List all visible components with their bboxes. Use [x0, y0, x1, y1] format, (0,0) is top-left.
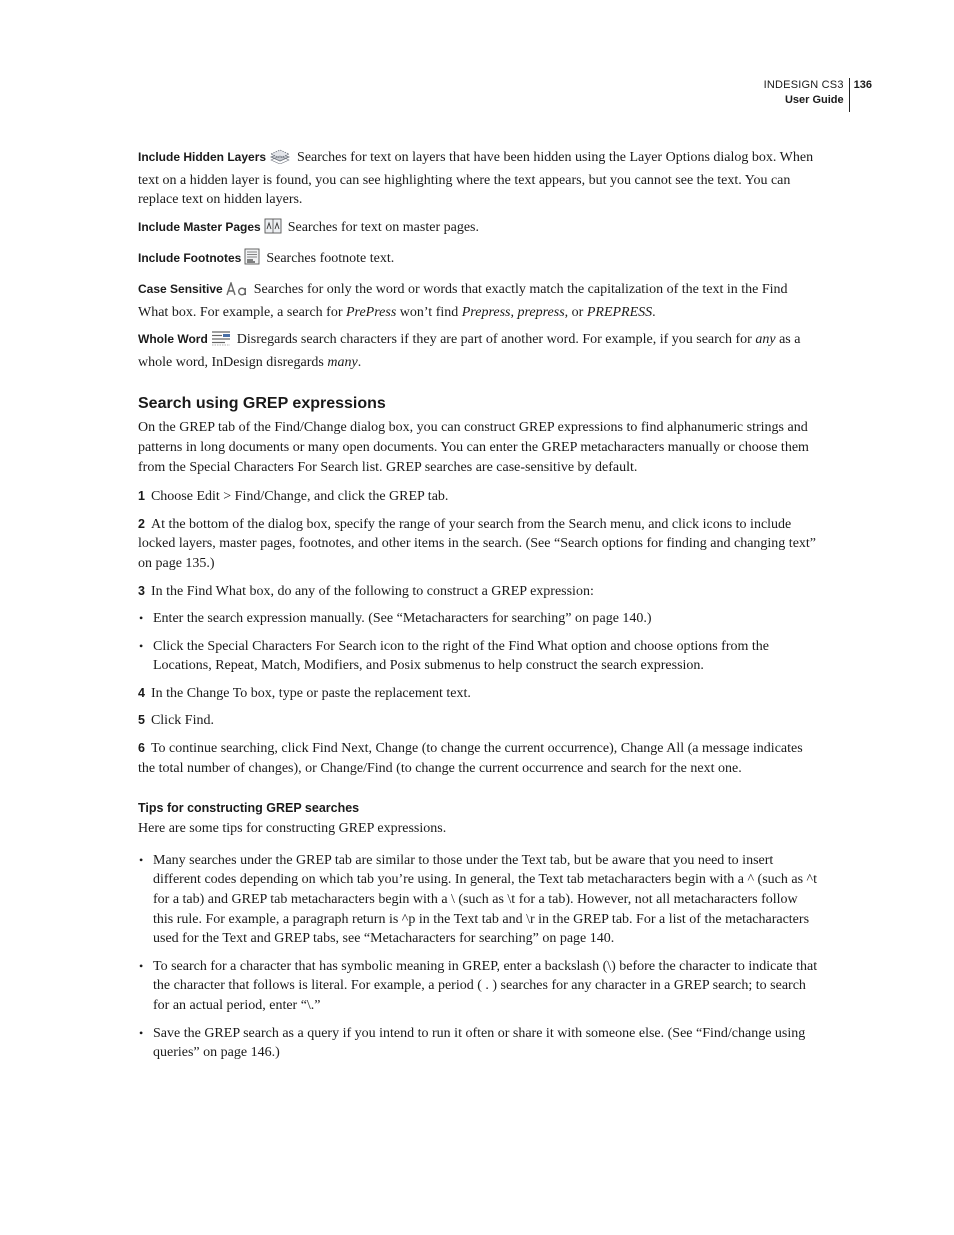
step-text: Choose Edit > Find/Change, and click the GREP tab. — [150, 489, 449, 505]
step-6 — [138, 739, 818, 778]
list-item: • To search for a character that has symbolic meaning in GREP, enter a backslash (\) before the character to indicate that the character that follows is literal. For example, a period ( . ) searches for any character in a GREP search; to search for an actual period, enter “\.” — [138, 957, 818, 1016]
step-text: In the Find What box, do any of the following to construct a GREP expression: — [150, 583, 594, 599]
step-4 — [138, 684, 818, 704]
master-pages-icon — [264, 218, 282, 241]
whole-word-icon — [211, 330, 231, 353]
option-include-footnotes — [138, 248, 818, 272]
step-number: 5 — [138, 713, 145, 728]
subsection-heading: Tips for constructing GREP searches — [138, 801, 360, 816]
option-label: Whole Word — [138, 332, 208, 347]
step-number: 6 — [138, 741, 145, 756]
option-description: Searches for only the word or words that exactly match the capitalization of the text in the Find What box. For example, a search for PrePress won’t find Prepress, prepress, or PREPRESS. — [138, 281, 788, 320]
step-number: 4 — [138, 685, 145, 700]
option-description: Searches for text on master pages. — [287, 219, 479, 235]
step-text: In the Change To box, type or paste the replacement text. — [150, 685, 471, 701]
option-description: Searches for text on layers that have been hidden using the Layer Options dialog box. When text on a hidden layer is found, you can see highlighting where the text appears, but you cannot see the text. You can replace text on hidden layers. — [138, 150, 814, 208]
option-description: Searches footnote text. — [266, 251, 395, 267]
step-text: At the bottom of the dialog box, specify the range of your search from the Search menu, and click icons to include locked layers, master pages, footnotes, and other items in the search. (See “Search options for finding and changing text” on page 135.) — [138, 516, 817, 571]
step-2 — [138, 515, 818, 574]
step-text: Click Find. — [150, 713, 214, 729]
section-heading: Search using GREP expressions — [138, 395, 386, 413]
step-number: 1 — [138, 489, 145, 504]
subsection-intro: Here are some tips for constructing GREP expressions. — [138, 821, 447, 837]
option-label: Case Sensitive — [138, 281, 223, 296]
step-number: 2 — [138, 516, 145, 531]
option-case-sensitive — [138, 280, 818, 322]
step-1 — [138, 487, 818, 507]
option-label: Include Footnotes — [138, 251, 242, 266]
list-item: • Save the GREP search as a query if you intend to run it often or share it with someone else. (See “Find/change using queries” on page 146.) — [138, 1024, 818, 1063]
case-sensitive-icon — [226, 282, 248, 303]
option-label: Include Master Pages — [138, 219, 261, 234]
header-guide: User Guide — [784, 94, 844, 106]
page-content — [138, 148, 818, 1063]
step-3 — [138, 582, 818, 602]
section-intro: On the GREP tab of the Find/Change dialog box, you can construct GREP expressions to find alphanumeric strings and patterns in long documents or many open documents. You can enter the GREP metacharacters manually or choose them from the Special Characters For Search list. GREP searches are case-sensitive by default. — [138, 420, 809, 475]
option-include-master-pages — [138, 218, 818, 241]
list-item: • Click the Special Characters For Search icon to the right of the Find What option and choose options from the Locations, Repeat, Match, Modifiers, and Posix submenus to help construct the search expression. — [138, 637, 818, 676]
step-number: 3 — [138, 583, 145, 598]
option-label: Include Hidden Layers — [138, 150, 267, 164]
option-whole-word — [138, 330, 818, 372]
list-item: • Enter the search expression manually. (See “Metacharacters for searching” on page 140.) — [138, 609, 818, 629]
hidden-layers-icon — [269, 148, 291, 171]
page-number: 136 — [853, 79, 872, 91]
step-text: To continue searching, click Find Next, Change (to change the current occurrence), Change All (a message indicates the total number of changes), or Change/Find (to change the current occurrence and search for the next one. — [138, 741, 803, 776]
header-product: INDESIGN CS3 — [763, 79, 844, 91]
option-include-hidden-layers — [138, 148, 818, 210]
header-title-block — [764, 78, 850, 112]
step-5 — [138, 711, 818, 731]
option-description: Disregards search characters if they are part of another word. For example, if you search for any as a whole word, InDesign disregards many. — [138, 332, 801, 370]
list-item: • Many searches under the GREP tab are similar to those under the Text tab, but be aware that you need to insert different codes depending on which tab you’re using. In general, the Text tab metacharacters begin with a ^ (such as ^t for a tab) and GREP tab metacharacters begin with a \ (such as \t for a tab). However, not all metacharacters follow this rule. For example, a paragraph return is ^p in the Text tab and \r in the GREP tab. For a list of the metacharacters used for the Text and GREP tabs, see “Metacharacters for searching” on page 140. — [138, 851, 818, 949]
footnotes-icon — [244, 248, 260, 272]
page-header — [764, 78, 872, 112]
